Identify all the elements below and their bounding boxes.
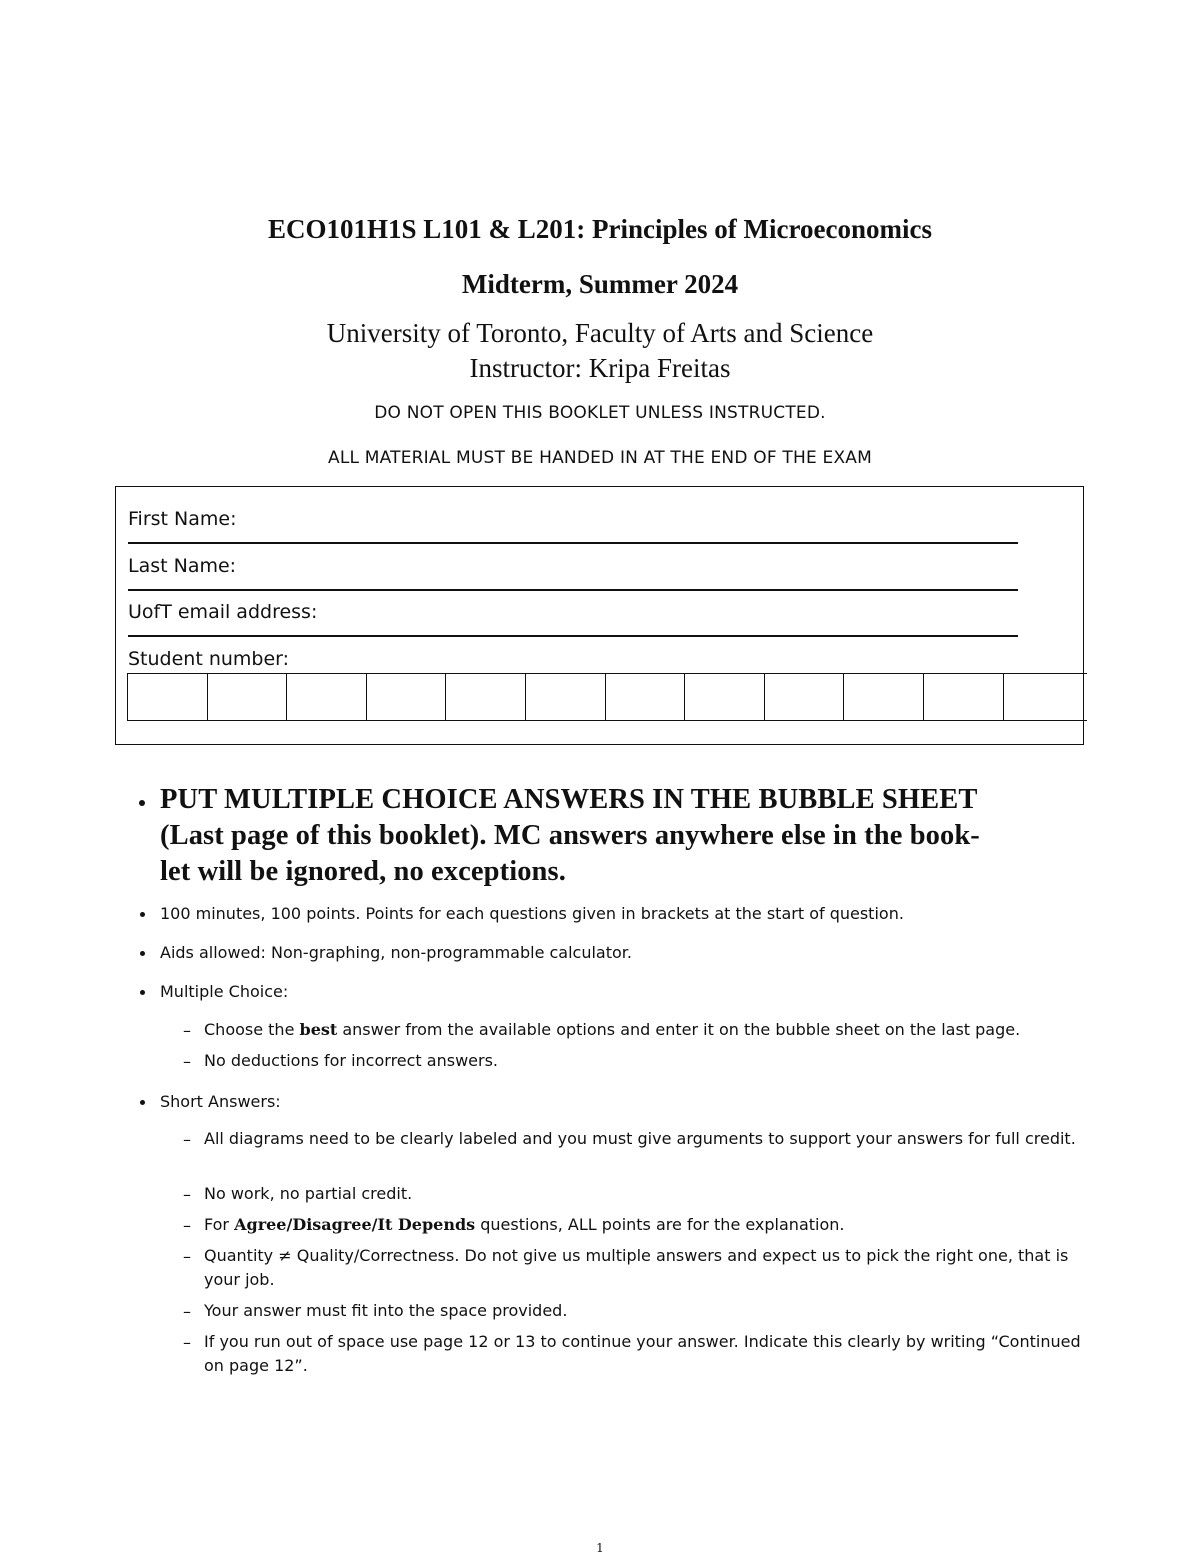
emphasis: best xyxy=(299,1020,338,1039)
notice-do-not-open: DO NOT OPEN THIS BOOKLET UNLESS INSTRUCTED. xyxy=(374,403,826,423)
dash-marker: – xyxy=(183,1021,191,1040)
page-number: 1 xyxy=(596,1541,604,1555)
dash-marker: – xyxy=(183,1247,191,1266)
time-points-item: 100 minutes, 100 points. Points for each questions given in brackets at the start of question. xyxy=(160,904,904,923)
student-number-digit-box[interactable] xyxy=(525,674,605,720)
student-number-label: Student number: xyxy=(128,648,290,670)
exam-subtitle: Midterm, Summer 2024 xyxy=(461,269,739,299)
course-title: ECO101H1S L101 & L201: Principles of Microeconomics xyxy=(268,214,932,244)
emphasis: Agree/Disagree/It Depends xyxy=(234,1215,476,1234)
student-number-digit-box[interactable] xyxy=(207,674,287,720)
sa-rule-agree-disagree xyxy=(204,1213,1094,1237)
mc-heading: Multiple Choice: xyxy=(160,982,289,1001)
dash-marker: – xyxy=(183,1302,191,1321)
student-number-digit-box[interactable] xyxy=(923,674,1003,720)
text: questions, ALL points are for the explanation. xyxy=(475,1215,845,1234)
student-number-digit-box[interactable] xyxy=(286,674,366,720)
sa-rule-out-of-space: If you run out of space use page 12 or 13 to continue your answer. Indicate this clearly by writing “Continued on page 12”. xyxy=(204,1332,1081,1375)
student-number-digit-box[interactable] xyxy=(764,674,844,720)
bullet-dot xyxy=(140,1100,145,1105)
email-line[interactable] xyxy=(128,635,1018,637)
sa-rule-diagrams: All diagrams need to be clearly labeled and you must give arguments to support your answers for full credit. xyxy=(204,1129,1076,1148)
instructor-line: Instructor: Kripa Freitas xyxy=(469,353,731,383)
student-number-digit-box[interactable] xyxy=(605,674,685,720)
student-number-boxes xyxy=(127,673,1087,721)
student-number-digit-box[interactable] xyxy=(445,674,525,720)
student-number-digit-box[interactable] xyxy=(843,674,923,720)
text: Choose the xyxy=(204,1020,300,1039)
sa-rule-quantity-quality: Quantity ≠ Quality/Correctness. Do not give us multiple answers and expect us to pick the right one, that is your job. xyxy=(204,1246,1069,1289)
notice-hand-in: ALL MATERIAL MUST BE HANDED IN AT THE END OF THE EXAM xyxy=(327,448,873,468)
bullet-dot xyxy=(139,800,145,806)
dash-marker: – xyxy=(183,1185,191,1204)
last-name-label: Last Name: xyxy=(128,555,237,577)
sa-rule-fit-space: Your answer must fit into the space provided. xyxy=(204,1301,568,1320)
dash-marker: – xyxy=(183,1333,191,1352)
student-number-digit-box[interactable] xyxy=(366,674,446,720)
mc-instruction-line-3: let will be ignored, no exceptions. xyxy=(160,856,566,887)
student-number-digit-box[interactable] xyxy=(127,674,207,720)
email-label: UofT email address: xyxy=(128,601,318,623)
dash-marker: – xyxy=(183,1052,191,1071)
dash-marker: – xyxy=(183,1216,191,1235)
university-line: University of Toronto, Faculty of Arts and Science xyxy=(326,318,874,348)
sa-rule-no-work: No work, no partial credit. xyxy=(204,1184,413,1203)
first-name-line[interactable] xyxy=(128,542,1018,544)
text: answer from the available options and enter it on the bubble sheet on the last page. xyxy=(337,1020,1021,1039)
aids-item: Aids allowed: Non-graphing, non-programmable calculator. xyxy=(160,943,632,962)
bullet-dot xyxy=(140,990,145,995)
mc-rule-best-answer xyxy=(204,1018,1094,1042)
bullet-dot xyxy=(140,951,145,956)
mc-rule-no-deductions: No deductions for incorrect answers. xyxy=(204,1051,498,1070)
mc-instruction-line-1: PUT MULTIPLE CHOICE ANSWERS IN THE BUBBLE SHEET xyxy=(160,784,978,815)
mc-instruction-line-2: (Last page of this booklet). MC answers anywhere else in the book- xyxy=(160,820,980,851)
student-number-digit-box[interactable] xyxy=(684,674,764,720)
last-name-line[interactable] xyxy=(128,589,1018,591)
dash-marker: – xyxy=(183,1130,191,1149)
mc-bubble-sheet-instruction xyxy=(160,782,1090,890)
text: For xyxy=(204,1215,235,1234)
first-name-label: First Name: xyxy=(128,508,237,530)
bullet-dot xyxy=(140,912,145,917)
sa-heading: Short Answers: xyxy=(160,1092,281,1111)
student-number-digit-box[interactable] xyxy=(1003,674,1083,720)
